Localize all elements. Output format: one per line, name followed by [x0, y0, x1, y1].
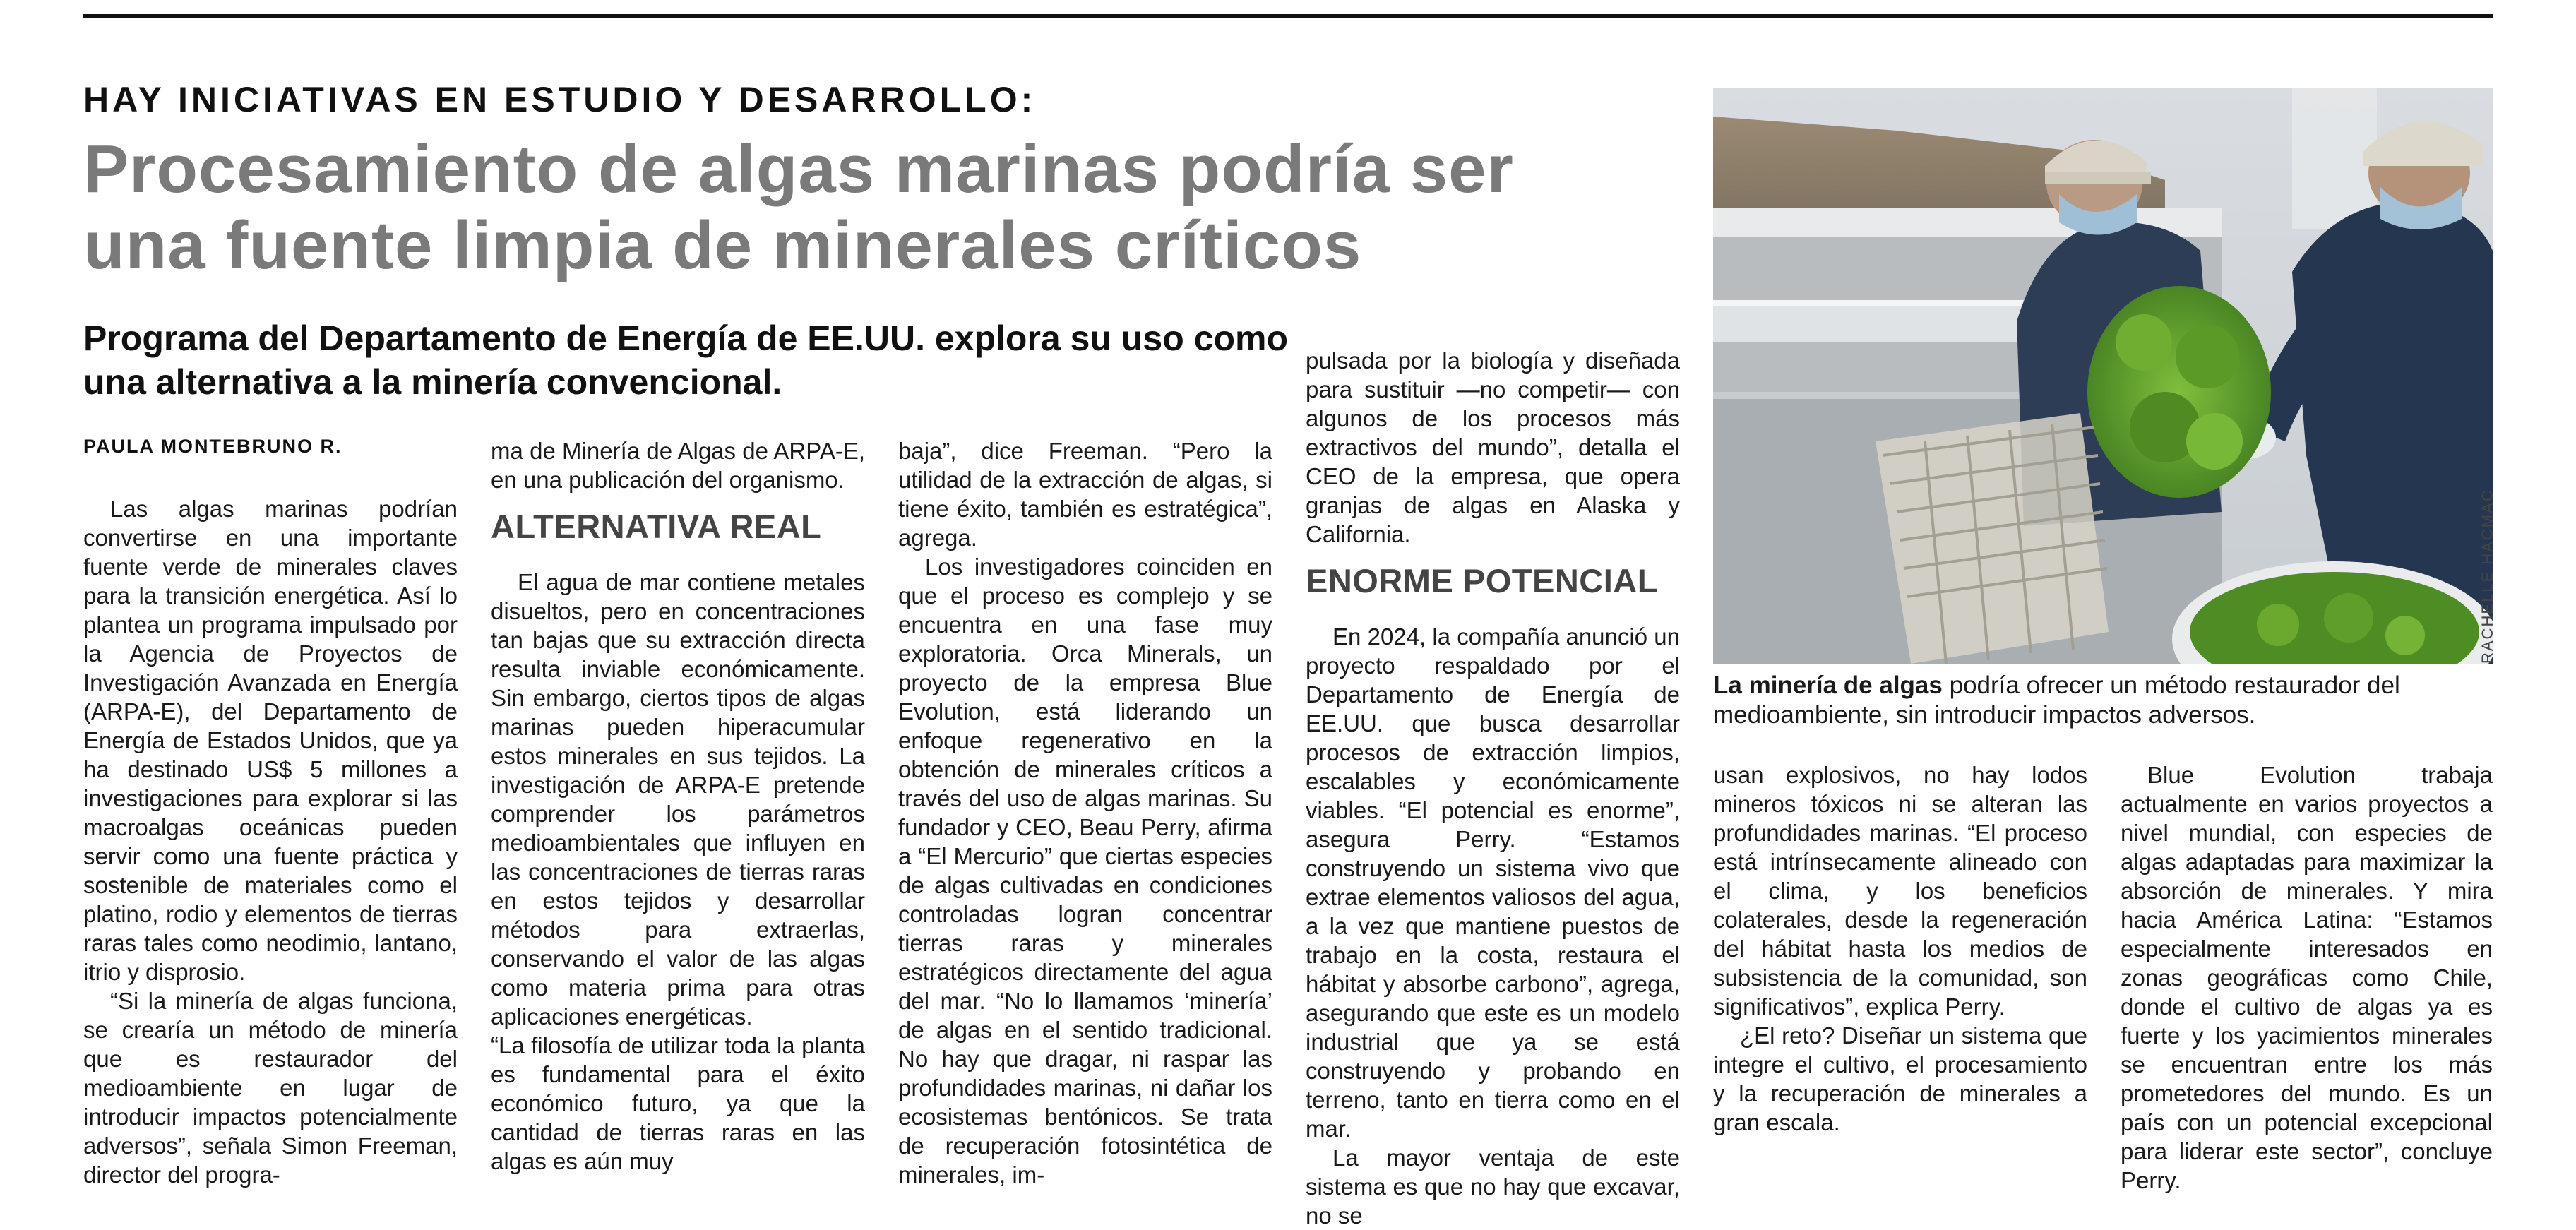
byline: PAULA MONTEBRUNO R. [83, 436, 342, 457]
article-subhead: Programa del Departamento de Energía de EE.UU. explora su uso como una alternativa a la minería convencional. [83, 318, 1289, 402]
top-rule [83, 14, 2493, 18]
paragraph: “Si la minería de algas funciona, se crearía un método de minería que es restaurador del medioambiente en lugar de introducir impactos potencialmente adversos”, señala Simon Freeman, director del progra- [83, 988, 458, 1188]
photo-credit: RACHELLE HACMAC [2479, 489, 2496, 664]
column-5 [1713, 760, 2087, 1137]
photo-caption [1713, 671, 2493, 730]
headline-line-2: una fuente limpia de minerales críticos [83, 208, 1362, 283]
paragraph: usan explosivos, no hay lodos mineros tóxicos ni se alteran las profundidades marinas. “El proceso está intrínsecamente alineado con el clima, y los beneficios colaterales, desde la regeneración del hábitat hasta los medios de subsistencia de la comunidad, son significativos”, explica Perry. [1713, 762, 2087, 1020]
paragraph: Las algas marinas podrían convertirse en una importante fuente verde de minerales claves para la transición energética. Así lo plantea un programa impulsado por la Agencia de Proyectos de Investigación Avanzada en Energía (ARPA-E), del Departamento de Energía de Estados Unidos, que ya ha destinado US$ 5 millones a investigaciones para explorar si las macroalgas oceánicas pueden servir como una fuente práctica y sostenible de materiales como el platino, rodio y elementos de tierras raras tales como neodimio, lantano, itrio y disprosio. [83, 496, 458, 985]
headline-line-1: Procesamiento de algas marinas podría ser [83, 131, 1514, 207]
caption-lead: La minería de algas [1713, 671, 1943, 699]
paragraph: ¿El reto? Diseñar un sistema que integre el cultivo, el procesamiento y la recuperación de minerales a gran escala. [1713, 1022, 2087, 1135]
paragraph: El agua de mar contiene metales disueltos, pero en concentraciones tan bajas que su extracción directa resulta inviable económicamente. Sin embargo, ciertos tipos de algas marinas pueden hiperacumular estos minerales en sus tejidos. La investigación de ARPA-E pretende comprender los parámetros medioambientales que influyen en las concentraciones de tierras raras en estos tejidos y desarrollar métodos para extraerlas, conservando el valor de las algas como materia prima para otras aplicaciones energéticas. [491, 569, 865, 1029]
paragraph: ma de Minería de Algas de ARPA-E, en una publicación del organismo. [491, 438, 865, 493]
section-heading-alternativa: ALTERNATIVA REAL [491, 508, 822, 545]
column-3 [898, 436, 1272, 1189]
article-kicker: HAY INICIATIVAS EN ESTUDIO Y DESARROLLO: [83, 80, 1037, 119]
paragraph: Blue Evolution trabaja actualmente en varios proyectos a nivel mundial, con especies de algas adaptadas para maximizar la absorción de minerales. Y mira hacia América Latina: “Estamos especialmente interesados en zonas geográficas como Chile, donde el cultivo de algas ya es fuerte y los yacimientos minerales se encuentran entre los más prometedores del mundo. Es un país con un potencial excepcional para liderar este sector”, concluye Perry. [2121, 762, 2493, 1193]
article-headline [83, 131, 1707, 288]
paragraph: baja”, dice Freeman. “Pero la utilidad de la extracción de algas, si tiene éxito, también es estratégica”, agrega. [898, 438, 1272, 551]
column-6 [2121, 760, 2493, 1195]
column-1 [83, 494, 458, 1189]
column-2 [491, 436, 865, 1176]
section-heading-potencial: ENORME POTENCIAL [1306, 562, 1658, 599]
column-4 [1306, 346, 1680, 1230]
article-photo [1713, 88, 2493, 664]
paragraph: Los investigadores coinciden en que el proceso es complejo y se encuentra en una fase muy exploratoria. Orca Minerals, un proyecto de la empresa Blue Evolution, está liderando un enfoque regenerativo en la obtención de minerales críticos a través del uso de algas marinas. Su fundador y CEO, Beau Perry, afirma a “El Mercurio” que ciertas especies de algas cultivadas en condiciones controladas logran concentrar tierras raras y minerales estratégicos directamente del agua del mar. “No lo llamamos ‘minería’ de algas en el sentido tradicional. No hay que dragar, ni raspar las profundidades marinas, ni dañar los ecosistemas bentónicos. Se trata de recuperación fotosintética de minerales, im- [898, 554, 1272, 1188]
seaweed-harvest-illustration [1713, 88, 2493, 664]
paragraph: La mayor ventaja de este sistema es que no hay que excavar, no se [1306, 1145, 1680, 1229]
paragraph: pulsada por la biología y diseñada para sustituir —no competir— con algunos de los procesos más extractivos del mundo”, detalla el CEO de la empresa, que opera granjas de algas en Alaska y California. [1306, 347, 1680, 547]
paragraph: “La filosofía de utilizar toda la planta es fundamental para el éxito económico futuro, ya que la cantidad de tierras raras en las algas es aún muy [491, 1032, 865, 1174]
caption-text: podría ofrecer un método restaurador del medioambiente, sin introducir impactos adversos. [1713, 671, 2400, 729]
paragraph: En 2024, la compañía anunció un proyecto respaldado por el Departamento de Energía de EE.UU. que busca desarrollar procesos de extracción limpios, escalables y económicamente viables. “El potencial es enorme”, asegura Perry. “Estamos construyendo un sistema vivo que extrae elementos valiosos del agua, a la vez que mantiene puestos de trabajo en la costa, restaura el hábitat y absorbe carbono”, agrega, asegurando que este es un modelo industrial que ya se está construyendo y probando en terreno, tanto en tierra como en el mar. [1306, 623, 1680, 1142]
